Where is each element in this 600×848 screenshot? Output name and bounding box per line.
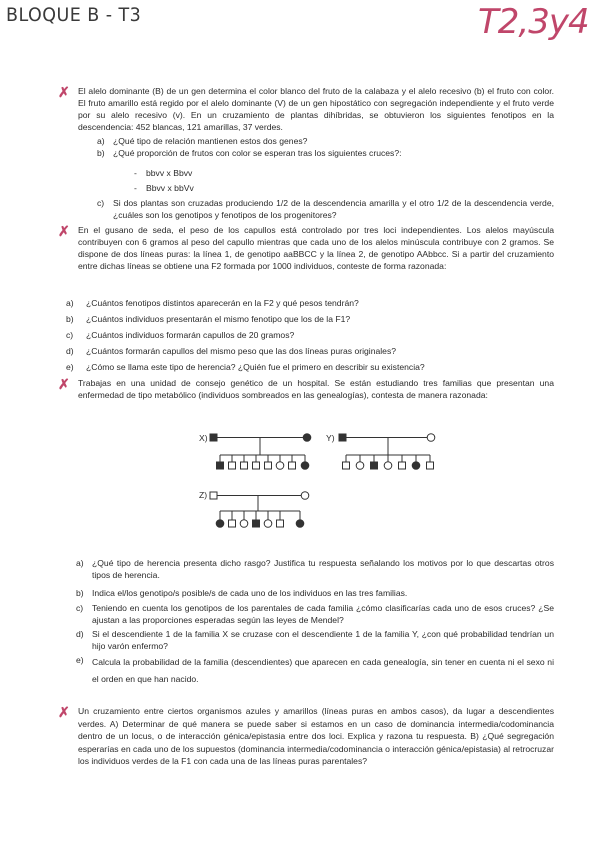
q3-c-label: c) — [76, 603, 84, 613]
pedigree-x-label: X) — [199, 433, 208, 443]
page-title: BLOQUE B - T3 — [6, 4, 142, 26]
q2-intro: En el gusano de seda, el peso de los capullos está controlado por tres loci independientes. Los alelos mayúscula contribuyen con 6 gramos al peso del capullo mientras que cada uno de los alelos minúscula contribuye con 2 gramos. Se dispone de dos líneas puras: la línea 1, de genotipo aaBBCC y la línea 2, de genotipo AAbbcc. Si a partir del cruzamiento entre dichas líneas se obtiene una F2 formada por 1000 individuos, conteste de forma razonada: — [78, 225, 554, 272]
highlight-mark-icon: ✗ — [58, 84, 70, 100]
q2-a-label: a) — [66, 298, 74, 308]
q1-intro: El alelo dominante (B) de un gen determina el color blanco del fruto de la calabaza y el alelo recesivo (b) el fruto con color. El fruto amarillo está regido por el alelo dominante (V) de un gen hipostático con segregación independiente y el fruto verde por su alelo recesivo (v). En un cruzamiento de plantas dihíbridas, se obtuvieron los siguientes fenotipos en la descendencia: 452 blancas, 121 amarillas, 37 verdes. — [78, 86, 554, 133]
pedigree-y — [339, 434, 435, 470]
pedigree-y-mother — [427, 434, 435, 442]
q2-c-label: c) — [66, 330, 74, 340]
pedigree-z-mother — [301, 492, 309, 500]
q2-d-text: ¿Cuántos formarán capullos del mismo peso que las dos líneas puras originales? — [86, 346, 397, 356]
q2-e-text: ¿Cómo se llama este tipo de herencia? ¿Quién fue el primero en describir su existencia? — [86, 362, 425, 372]
pedigree-x-father — [210, 434, 217, 441]
q3-b-label: b) — [76, 588, 84, 598]
q1-c-text: Si dos plantas son cruzadas produciendo 1/2 de la descendencia amarilla y el otro 1/2 de la descendencia verde, ¿cuáles son los genotipos y fenotipos de los progenitores? — [113, 198, 554, 221]
highlight-mark-icon: ✗ — [58, 376, 70, 392]
q1-b-text: ¿Qué proporción de frutos con color se esperan tras los siguientes cruces?: — [113, 148, 402, 158]
q3-d-label: d) — [76, 629, 84, 639]
pedigree-y-father — [339, 434, 346, 441]
pedigree-z-label: Z) — [199, 490, 208, 500]
pedigree-z-father — [210, 492, 217, 499]
q1-cross-2-bullet: - — [134, 183, 137, 193]
q2-e-label: e) — [66, 362, 74, 372]
topics-note: T2,3y4 — [478, 2, 589, 42]
q3-d-text: Si el descendiente 1 de la familia X se cruzase con el descendiente 1 de la familia Y, ¿con qué probabilidad tendrían un hijo varón enfermo? — [92, 629, 554, 652]
q2-d-label: d) — [66, 346, 74, 356]
q3-a-text: ¿Qué tipo de herencia presenta dicho rasgo? Justifica tu respuesta señalando los motivos por lo que descartas otros tipos de herencia. — [92, 558, 554, 581]
q3-e-text: Calcula la probabilidad de la familia (descendientes) que aparecen en cada genealogía, sin tener en cuenta ni el sexo ni el orden en que han nacido. — [92, 657, 554, 684]
q2-b-text: ¿Cuántos individuos presentarán el mismo fenotipo que los de la F1? — [86, 314, 351, 324]
q2-a-text: ¿Cuántos fenotipos distintos aparecerán en la F2 y qué pesos tendrán? — [86, 298, 359, 308]
highlight-mark-icon: ✗ — [58, 223, 70, 239]
pedigree-y-label: Y) — [326, 433, 335, 443]
q3-a-label: a) — [76, 558, 84, 568]
q2-b-label: b) — [66, 314, 74, 324]
q3-c-text: Teniendo en cuenta los genotipos de los parentales de cada familia ¿cómo clasificarías cada uno de esos cruces? ¿Se ajustan a las proporciones esperadas según las leyes de Mendel? — [92, 603, 554, 626]
q1-cross-1-bullet: - — [134, 168, 137, 178]
q3-b-text: Indica el/los genotipo/s posible/s de cada uno de los individuos en las tres familias. — [92, 588, 408, 598]
q1-cross-2: Bbvv x bbVv — [146, 183, 194, 193]
q1-b-label: b) — [97, 148, 105, 158]
pedigree-z — [210, 492, 309, 528]
q3-e-label: e) — [76, 655, 84, 665]
highlight-mark-icon: ✗ — [58, 704, 70, 720]
q2-c-text: ¿Cuántos individuos formarán capullos de 20 gramos? — [86, 330, 295, 340]
pedigree-x — [210, 434, 311, 470]
q1-a-text: ¿Qué tipo de relación mantienen estos dos genes? — [113, 136, 308, 146]
q1-cross-1: bbvv x Bbvv — [146, 168, 193, 178]
q1-c-label: c) — [97, 198, 105, 208]
q3-intro: Trabajas en una unidad de consejo genético de un hospital. Se están estudiando tres familias que presentan una enfermedad de tipo metabólico (individuos sombreados en las genealogías), contesta de manera razonada: — [78, 378, 554, 401]
q4-intro: Un cruzamiento entre ciertos organismos azules y amarillos (líneas puras en ambos casos), da lugar a descendientes verdes. A) Determinar de qué manera se puede saber si estamos en un caso de dominancia intermedia/codominancia dentro de un locus, o de interacción génica/epistasia entre dos loci. Explica y razona tu respuesta. B) ¿Qué segregación esperarías en cada uno de los supuestos (dominancia intermedia/codominancia o interacción génica/epistasia) al retrocruzar los individuos verdes de la F1 con cada una de las líneas puras parentales? — [78, 706, 554, 767]
q1-a-label: a) — [97, 136, 105, 146]
pedigree-x-mother — [303, 434, 311, 442]
